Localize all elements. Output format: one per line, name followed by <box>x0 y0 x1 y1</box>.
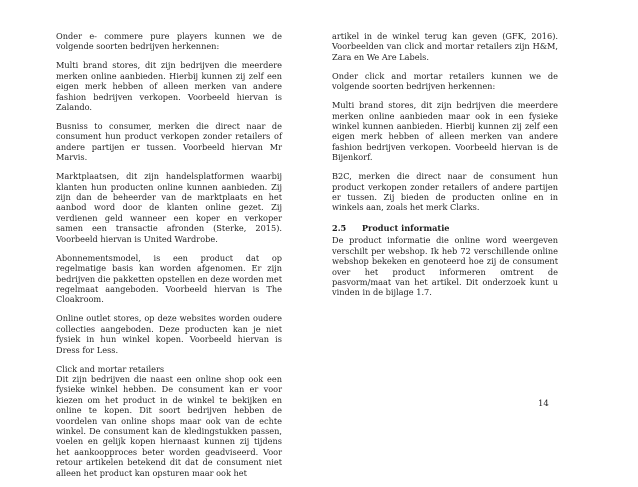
section-heading <box>332 223 558 233</box>
subheading-click-and-mortar: Click and mortar retailers <box>56 363 165 374</box>
paragraph-b2c: B2C, merken die direct naar de consument hun product verkopen zonder retailers of andere partijen er tussen. Zij bieden de producten online en in winkels aan, zoals het merk Clarks. <box>332 171 558 213</box>
paragraph-multi-brand-stores: Multi brand stores, dit zijn bedrijven die meerdere merken online aanbieden. Hierbij kunnen zij zelf een eigen merk hebben of alleen merken van andere fashion bedrijven verkopen. Voorbeeld hiervan is Zalando. <box>56 60 282 113</box>
section-title: Product informatie <box>361 222 450 233</box>
paragraph-business-to-consumer: Busniss to consumer, merken die direct naar de consument hun product verkopen zonder retailers of andere partijen er tussen. Voorbeeld hiervan Mr Marvis. <box>56 121 282 163</box>
page-number: 14 <box>538 399 549 409</box>
paragraph-abonnementsmodel: Abonnementsmodel, is een product dat op regelmatige basis kan worden afgenomen. Er zijn bedrijven die pakketten opstellen en deze worden met regelmaat aangeboden. Voorbeeld hiervan is The Cloakroom. <box>56 252 282 305</box>
paragraph-click-and-mortar-intro: Onder click and mortar retailers kunnen we de volgende soorten bedrijven herkennen: <box>332 70 558 92</box>
paragraph-multi-brand-stores-physical: Multi brand stores, dit zijn bedrijven die meerdere merken online aanbieden maar ook in een fysieke winkel kunnen aanbieden. Hierbij kunnen zij zelf een eigen merk hebben of alleen merken van andere fashion bedrijven verkopen. Voorbeeld hiervan is de Bijenkorf. <box>332 100 558 163</box>
paragraph-pure-players-intro: Onder e- commere pure players kunnen we de volgende soorten bedrijven herkennen: <box>56 31 282 52</box>
paragraph-product-informatie: De product informatie die online word weergeven verschilt per webshop. Ik heb 72 verschillende online webshop bekeken en genoteerd hoe zij de consument over het product informeren omtrent de pasvorm/maat van het artikel. Dit onderzoek kunt u vinden in de bijlage 1.7. <box>332 235 558 298</box>
section-number: 2.5 <box>332 222 347 233</box>
paragraph-click-and-mortar-continued: artikel in de winkel terug kan geven (GFK, 2016). Voorbeelden van click and mortar retailers zijn H&M, Zara en We Are Labels. <box>332 31 558 62</box>
left-column <box>56 31 282 487</box>
right-column <box>332 31 558 306</box>
paragraph-click-and-mortar: Dit zijn bedrijven die naast een online shop ook een fysieke winkel hebben. De consument kan er voor kiezen om het product in de winkel te bekijken en online te kopen. Dit soort bedrijven hebben de voordelen van online shops maar ook van de echte winkel. De consument kan de kledingstukken passen, voelen en gelijk kopen hiernaast kunnen zij tijdens het aankoopproces beter worden geadviseerd. Voor retour artikelen betekend dit dat de consument niet alleen het product kan opsturen maar ook het <box>56 373 282 478</box>
paragraph-online-outlet-stores: Online outlet stores, op deze websites worden oudere collecties aangeboden. Deze producten kan je niet fysiek in hun winkel kopen. Voorbeeld hiervan is Dress for Less. <box>56 313 282 355</box>
paragraph-marktplaatsen: Marktplaatsen, dit zijn handelsplatformen waarbij klanten hun producten online kunnen aanbieden. Zij zijn dan de beheerder van de marktplaats en het aanbod word door de klanten online gezet. Zij verdienen geld wanneer een koper en verkoper samen een transactie afronden (Sterke, 2015). Voorbeeld hiervan is United Wardrobe. <box>56 171 282 244</box>
